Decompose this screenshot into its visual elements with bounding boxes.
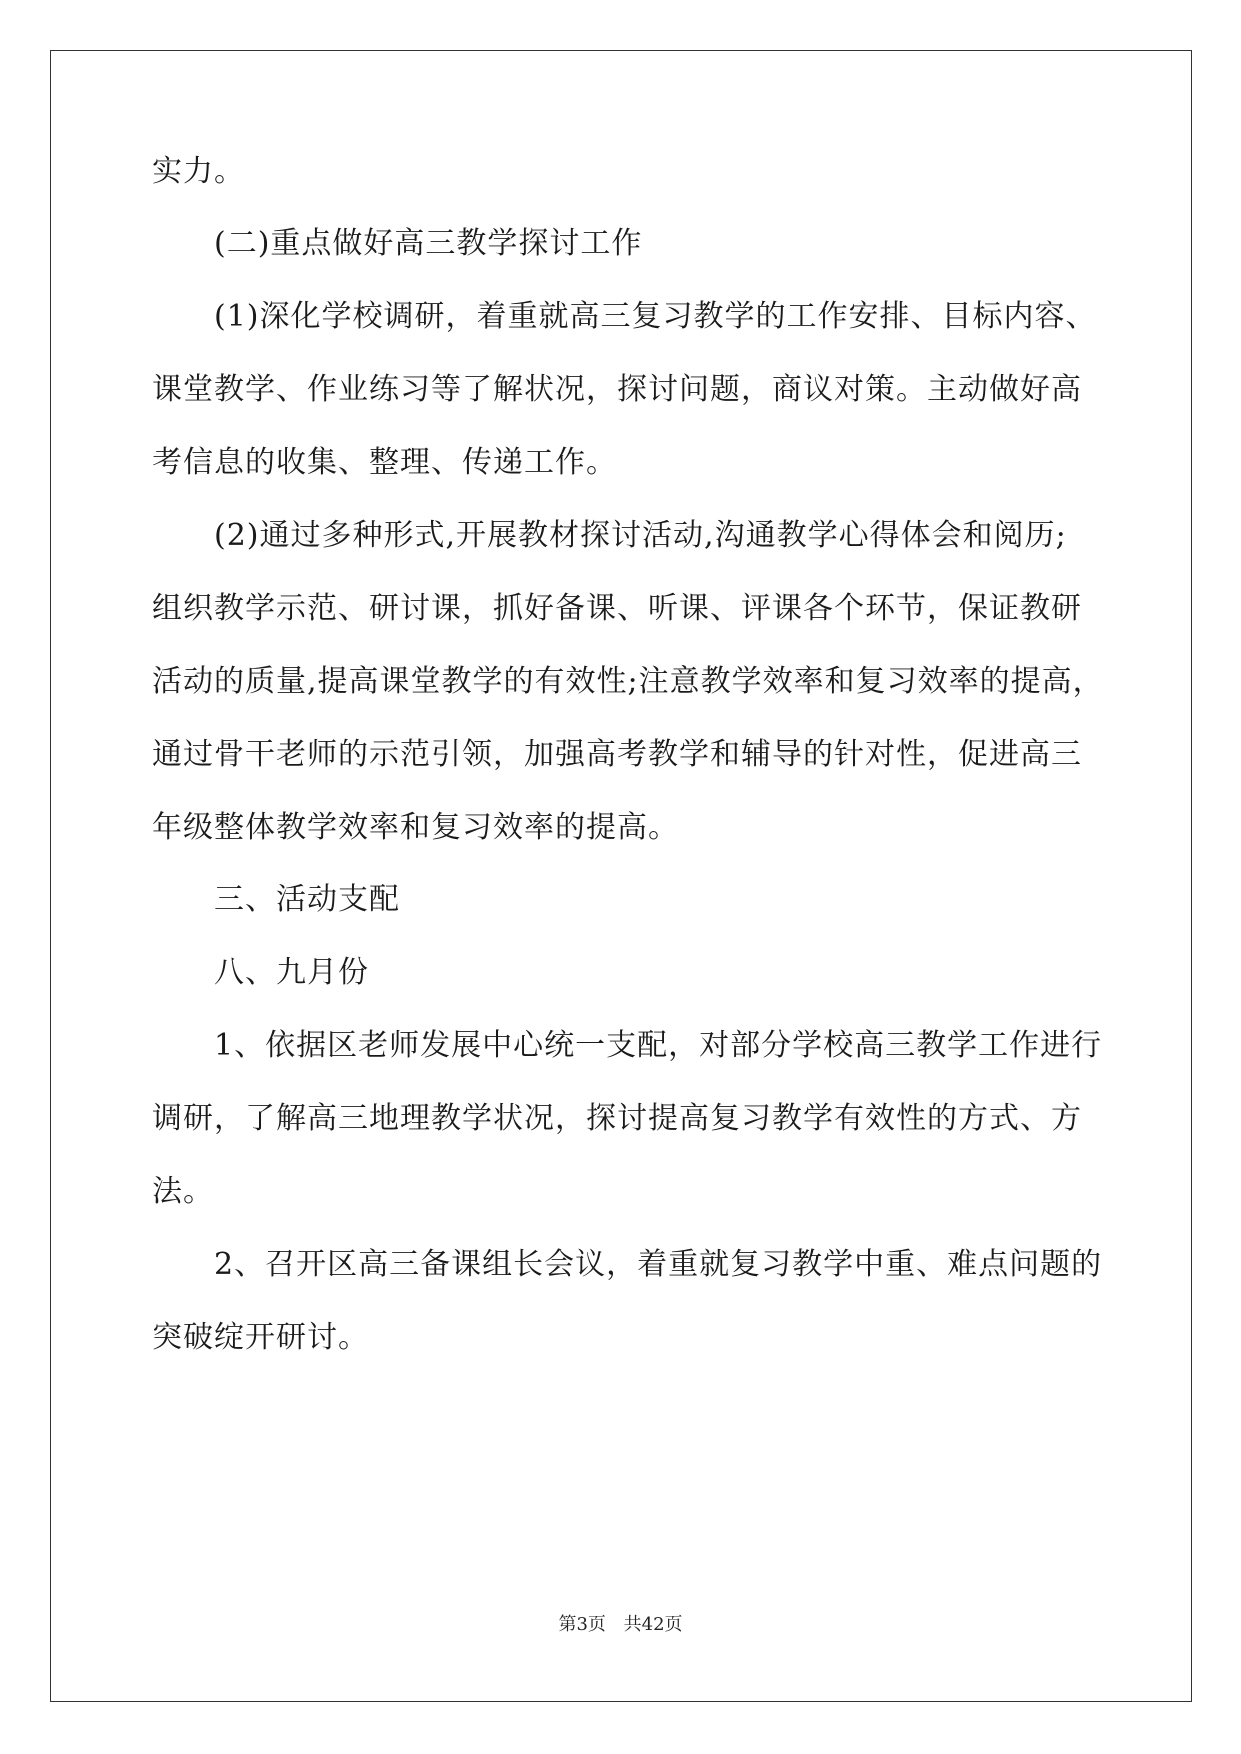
text-line: 年级整体教学效率和复习效率的提高。 xyxy=(152,810,679,845)
text-line: 课堂教学、作业练习等了解状况，探讨问题，商议对策。主动做好高 xyxy=(152,372,1082,407)
section-heading: 八、九月份 xyxy=(214,955,369,990)
text-line: 考信息的收集、整理、传递工作。 xyxy=(152,445,617,480)
text-line: 通过骨干老师的示范引领，加强高考教学和辅导的针对性，促进高三 xyxy=(152,737,1082,772)
text-line: 突破绽开研讨。 xyxy=(152,1320,369,1355)
text-line: 调研，了解高三地理教学状况，探讨提高复习教学有效性的方式、方 xyxy=(152,1101,1082,1136)
page-number: 第3页 xyxy=(558,1614,606,1635)
text-line: 组织教学示范、研讨课，抓好备课、听课、评课各个环节，保证教研 xyxy=(152,591,1082,626)
text-line: (2)通过多种形式,开展教材探讨活动,沟通教学心得体会和阅历; xyxy=(214,518,1067,553)
text-line: 实力。 xyxy=(152,154,245,189)
page-total: 共42页 xyxy=(623,1614,683,1635)
text-line: 1、依据区老师发展中心统一支配，对部分学校高三教学工作进行 xyxy=(214,1028,1103,1063)
section-heading: 三、活动支配 xyxy=(214,882,400,917)
page-footer xyxy=(0,1610,1241,1636)
text-line: 活动的质量,提高课堂教学的有效性;注意教学效率和复习效率的提高， xyxy=(152,664,1104,699)
section-heading: (二)重点做好高三教学探讨工作 xyxy=(214,226,643,261)
text-line: 法。 xyxy=(152,1174,214,1209)
text-line: 2、召开区高三备课组长会议，着重就复习教学中重、难点问题的 xyxy=(214,1247,1103,1282)
text-line: (1)深化学校调研，着重就高三复习教学的工作安排、目标内容、 xyxy=(214,299,1097,334)
